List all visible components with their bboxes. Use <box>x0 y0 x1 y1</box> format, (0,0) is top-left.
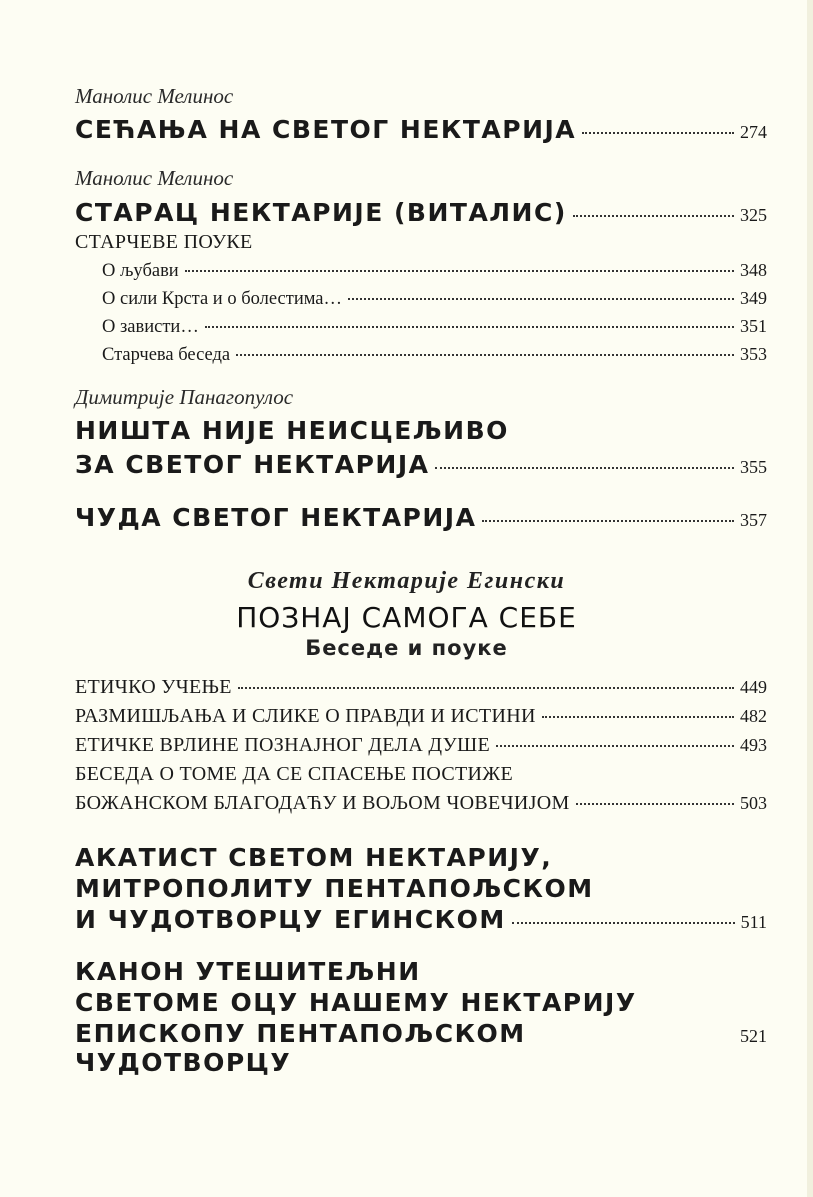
book-title: ПОЗНАЈ САМОГА СЕБЕ <box>236 601 577 634</box>
toc-entry-kanon[interactable] <box>75 1019 767 1077</box>
leader-dots <box>435 467 734 469</box>
leader-dots <box>512 922 735 924</box>
leader-dots <box>236 354 734 356</box>
entry-title: СЕЋАЊА НА СВЕТОГ НЕКТАРИЈА <box>75 115 577 144</box>
author-panagopulos: Димитрије Панагопулос <box>75 385 294 409</box>
entry-label: О љубави <box>102 261 179 281</box>
leader-dots <box>576 803 734 805</box>
page-number: 357 <box>740 510 767 530</box>
page-number: 482 <box>740 706 767 726</box>
page-edge <box>807 0 813 1197</box>
entry-label: О зависти… <box>102 317 199 337</box>
toc-entry-beseda[interactable] <box>75 792 767 815</box>
page-number: 353 <box>740 344 767 364</box>
leader-dots <box>573 215 734 217</box>
toc-entry-razmisljanja[interactable] <box>75 705 767 728</box>
page-number: 493 <box>740 735 767 755</box>
toc-subentry[interactable] <box>102 260 767 282</box>
entry-label: ЕТИЧКО УЧЕЊЕ <box>75 676 232 698</box>
page-number: 449 <box>740 677 767 697</box>
author-melinos-2: Манолис Мелинос <box>75 166 234 190</box>
entry-title: ЕПИСКОПУ ПЕНТАПОЉСКОМ ЧУДОТВОРЦУ <box>75 1019 526 1077</box>
leader-dots <box>185 270 734 272</box>
entry-label: БОЖАНСКОМ БЛАГОДАЋУ И ВОЉОМ ЧОВЕЧИЈОМ <box>75 792 570 814</box>
toc-subentry[interactable] <box>102 344 767 366</box>
page-number: 348 <box>740 260 767 280</box>
page-number: 355 <box>740 457 767 477</box>
kanon-line1: КАНОН УТЕШИТЕЉНИ <box>75 957 421 986</box>
leader-dots <box>348 298 734 300</box>
entry-label: Старчева беседа <box>102 345 231 365</box>
entry-title: ЗА СВЕТОГ НЕКТАРИЈА <box>75 450 430 479</box>
toc-subentry[interactable] <box>102 316 767 338</box>
page-number: 325 <box>740 205 767 225</box>
toc-entry-akatist[interactable] <box>75 905 767 934</box>
toc-entry-nista[interactable] <box>75 450 767 479</box>
page-number: 351 <box>740 316 767 336</box>
akatist-line2: МИТРОПОЛИТУ ПЕНТАПОЉСКОМ <box>75 874 594 903</box>
entry-label-line1: БЕСЕДА О ТОМЕ ДА СЕ СПАСЕЊЕ ПОСТИЖЕ <box>75 763 514 785</box>
leader-dots <box>205 326 734 328</box>
page-number: 511 <box>740 912 767 932</box>
toc-entry-eticko[interactable] <box>75 676 767 699</box>
toc-entry-eticke-vrline[interactable] <box>75 734 767 757</box>
toc-entry-secanja[interactable] <box>75 115 767 144</box>
entry-label: О сили Крста и о болестима… <box>102 289 343 309</box>
toc-entry-cuda[interactable] <box>75 503 767 532</box>
leader-dots <box>482 520 734 522</box>
akatist-line1: АКАТИСТ СВЕТОМ НЕКТАРИЈУ, <box>75 843 553 872</box>
toc-subentry[interactable] <box>102 288 767 310</box>
subheading-poukeˇ: СТАРЧЕВЕ ПОУКЕ <box>75 231 253 253</box>
kanon-line2: СВЕТОМЕ ОЦУ НАШЕМУ НЕКТАРИЈУ <box>75 988 637 1017</box>
toc-entry-starac[interactable] <box>75 198 767 227</box>
book-subtitle: Беседе и поуке <box>305 636 508 660</box>
leader-dots <box>496 745 734 747</box>
entry-label: ЕТИЧКЕ ВРЛИНЕ ПОЗНАЈНОГ ДЕЛА ДУШЕ <box>75 734 491 756</box>
leader-dots <box>582 132 734 134</box>
entry-title: И ЧУДОТВОРЦУ ЕГИНСКОМ <box>75 905 506 934</box>
entry-title: ЧУДА СВЕТОГ НЕКТАРИЈА <box>75 503 477 532</box>
page-number: 349 <box>740 288 767 308</box>
page-number: 521 <box>740 1026 767 1046</box>
page-number: 503 <box>740 793 767 813</box>
book-author: Свети Нектарије Егински <box>247 568 566 594</box>
entry-title: СТАРАЦ НЕКТАРИЈЕ (ВИТАЛИС) <box>75 198 567 227</box>
page-number: 274 <box>740 122 767 142</box>
author-melinos-1: Манолис Мелинос <box>75 84 234 108</box>
entry-title-line1: НИШТА НИЈЕ НЕИСЦЕЉИВО <box>75 416 509 445</box>
leader-dots <box>238 687 734 689</box>
leader-dots <box>542 716 734 718</box>
entry-label: РАЗМИШЉАЊА И СЛИКЕ О ПРАВДИ И ИСТИНИ <box>75 705 536 727</box>
